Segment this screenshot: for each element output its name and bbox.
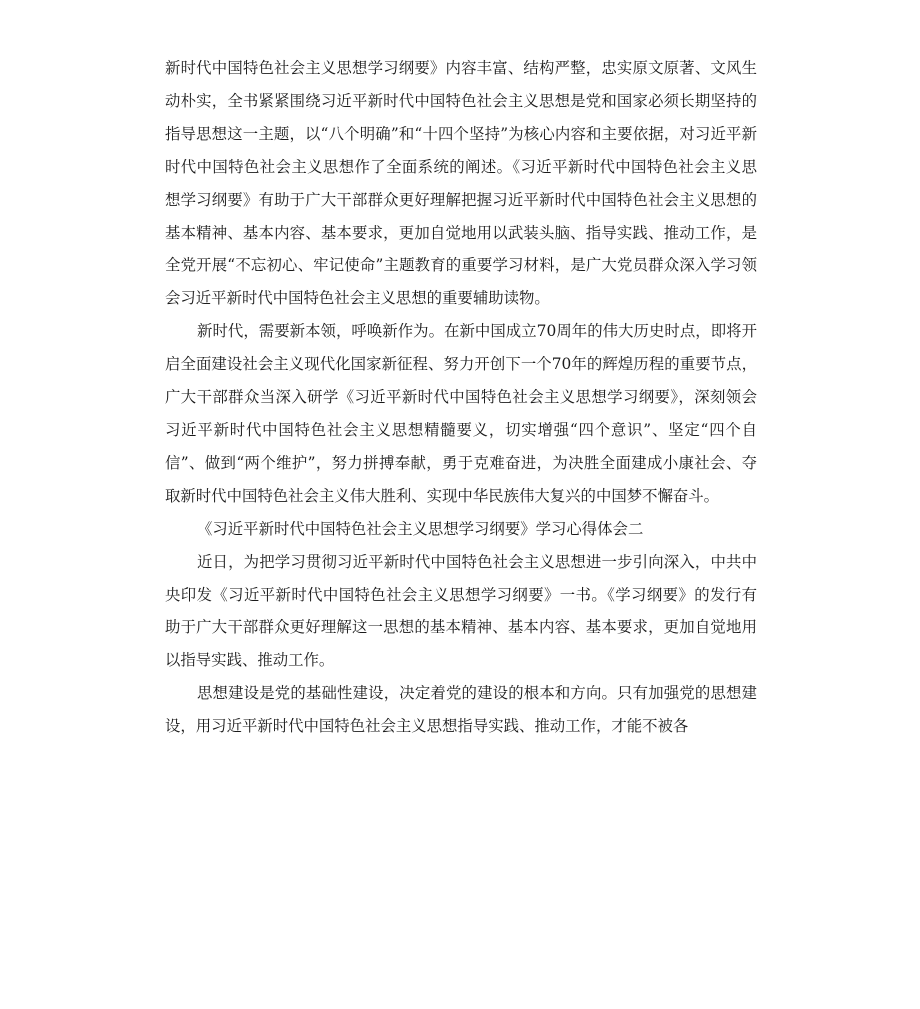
section-heading: 《习近平新时代中国特色社会主义思想学习纲要》学习心得体会二 (197, 519, 644, 538)
paragraph-new-era: 新时代，需要新本领，呼唤新作为。在新中国成立70周年的伟大历史时点，即将开启全面建设社会主义现代化国家新征程、努力开创下一个70年的辉煌历程的重要节点，广大干部群众当深入研学《习近平新时代中国特色社会主义思想学习纲要》，深刻领会习近平新时代中国特色社会主义思想精髓要义，切实增强“四个意识”、坚定“四个自信”、做到“两个维护”，努力拼搏奉献，勇于克难奋进，为决胜全面建成小康社会、夺取新时代中国特色社会主义伟大胜利、实现中华民族伟大复兴的中国梦不懈奋斗。 (165, 322, 757, 505)
document-body (165, 52, 757, 743)
paragraph-continued: 新时代中国特色社会主义思想学习纲要》内容丰富、结构严整，忠实原文原著、文风生动朴实，全书紧紧围绕习近平新时代中国特色社会主义思想是党和国家必须长期坚持的指导思想这一主题，以“八个明确”和“十四个坚持”为核心内容和主要依据，对习近平新时代中国特色社会主义思想作了全面系统的阐述。《习近平新时代中国特色社会主义思想学习纲要》有助于广大干部群众更好理解把握习近平新时代中国特色社会主义思想的基本精神、基本内容、基本要求，更加自觉地用以武装头脑、指导实践、推动工作，是全党开展“不忘初心、牢记使命”主题教育的重要学习材料，是广大党员群众深入学习领会习近平新时代中国特色社会主义思想的重要辅助读物。 (165, 59, 757, 308)
paragraph-ideological-building: 思想建设是党的基础性建设，决定着党的建设的根本和方向。只有加强党的思想建设，用习近平新时代中国特色社会主义思想指导实践、推动工作，才能不被各 (165, 684, 757, 736)
paragraph-recently: 近日，为把学习贯彻习近平新时代中国特色社会主义思想进一步引向深入，中共中央印发《习近平新时代中国特色社会主义思想学习纲要》一书。《学习纲要》的发行有助于广大干部群众更好理解这一思想的基本精神、基本内容、基本要求，更加自觉地用以指导实践、推动工作。 (165, 552, 757, 670)
